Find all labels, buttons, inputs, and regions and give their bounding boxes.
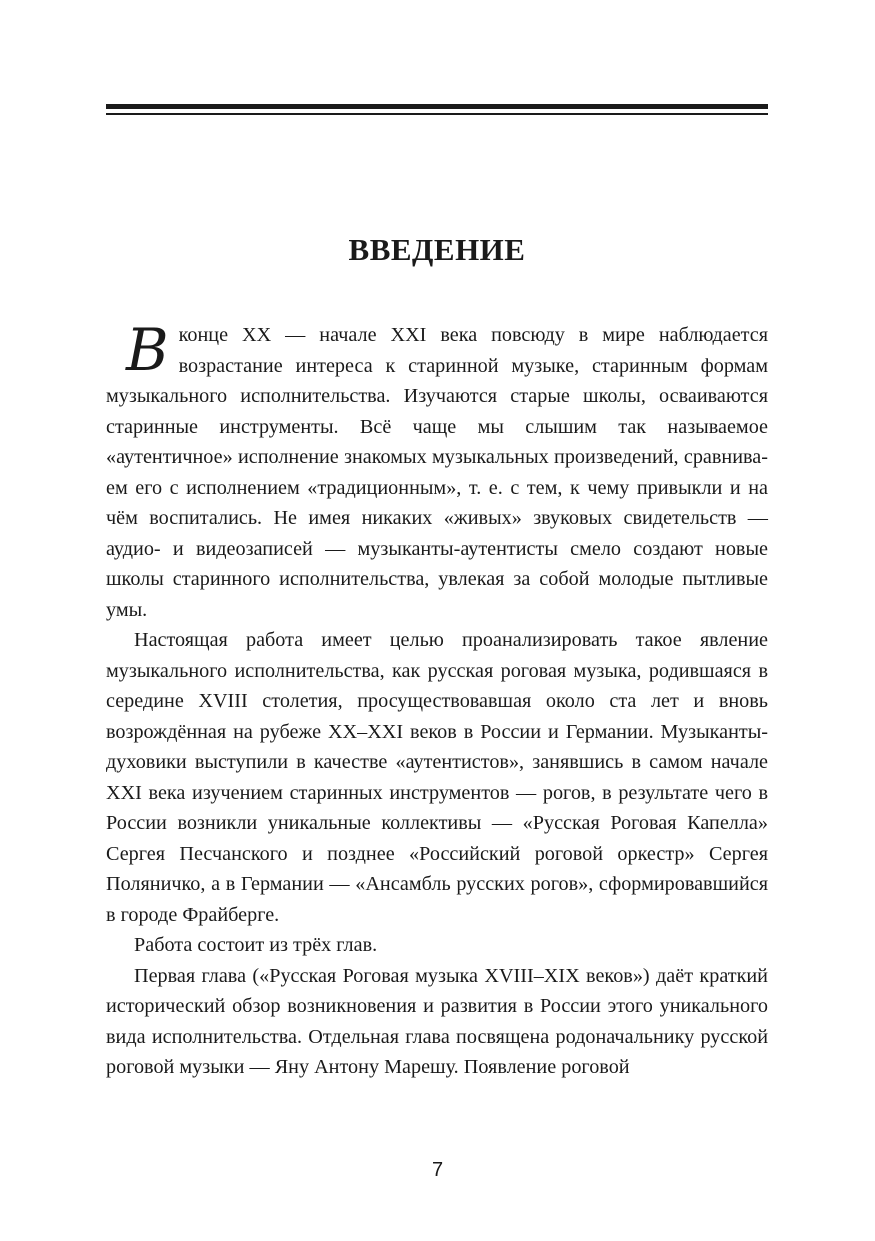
paragraph-chapter-one: Первая глава («Русская Роговая музыка XVIII–XIX веков») даёт краткий исторический обзор возникновения и развития в России этого уникального вида исполнительства. Отдельная глава посвящена родоначальнику русской роговой музыки — Яну Антону Марешу. Появление роговой (106, 964, 768, 1078)
paragraph-purpose: Настоящая работа имеет целью проанализировать такое явление музыкального исполнительства, как русская роговая музыка, родившаяся в середине XVIII столетия, просуществовавшая около ста лет и вновь возрождённая на рубеже XX–XXI веков в России и Германии. Музыканты-духовики выступили в качестве «аутентистов», занявшись в самом начале XXI века изучением старинных инструментов — рогов, в результате чего в России возникли уникальные коллективы — «Русская Роговая Капелла» Сергея Песчанского и позднее «Российский роговой оркестр» Сергея Поляничко, а в Германии — «Ансамбль русских рогов», сформировавшийся в городе Фрайберге. (106, 629, 768, 926)
paragraph-intro-text: конце XX — начале XXI века повсюду в мире наблюдается возрастание интереса к старинной музыке, старинным формам музыкального исполнительства. Изучаются старые школы, осваиваются старинные инструменты. Всё чаще мы слышим так называемое «аутентичное» исполнение знакомых музыкальных произведений, сравниваем его с исполнением «традиционным», т. е. с тем, к чему привыкли и на чём воспитались. Не имея никаких «живых» звуковых свидетельств — аудио- и видеозаписей — музыканты-аутентисты смело создают новые школы старинного исполнительства, увлекая за собой молодые пытливые умы. (106, 324, 768, 621)
top-rule-thick-line (106, 104, 768, 109)
text-body (106, 316, 768, 1083)
paragraph-structure: Работа состоит из трёх глав. (134, 934, 378, 956)
dropcap-letter: В (126, 316, 169, 384)
chapter-top-rule (106, 104, 768, 116)
paragraph-intro (106, 316, 768, 625)
chapter-title: ВВЕДЕНИЕ (348, 232, 526, 267)
top-rule-thin-line (106, 113, 768, 115)
page-number: 7 (431, 1159, 444, 1181)
